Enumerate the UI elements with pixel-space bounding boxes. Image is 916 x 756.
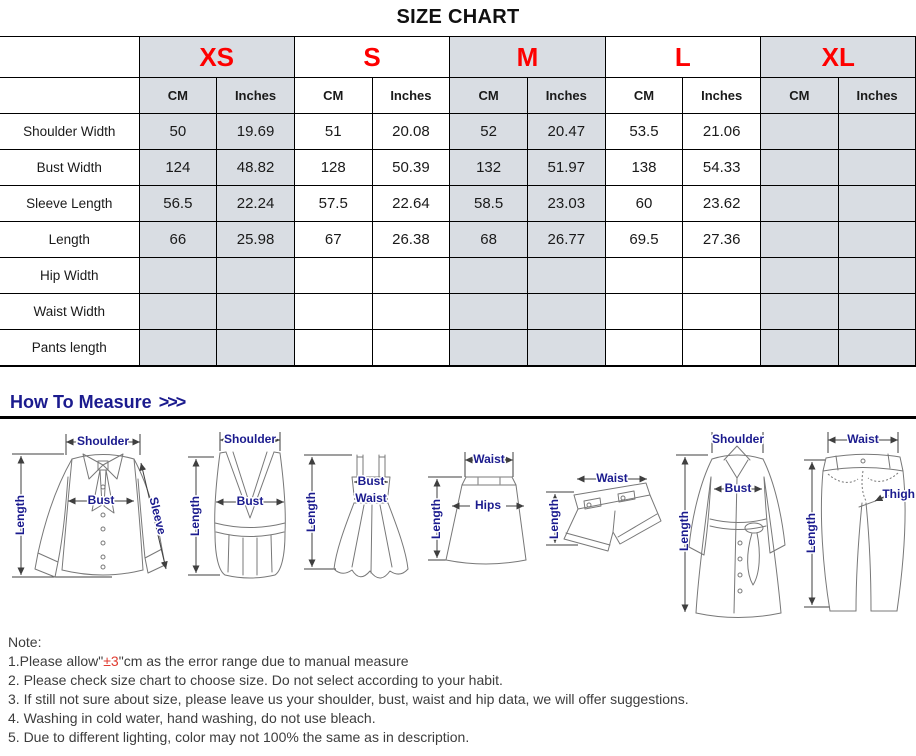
table-row: [0, 294, 916, 330]
unit-header-inches: Inches: [217, 78, 295, 114]
skirt-hips-label: Hips: [474, 498, 502, 513]
unit-blank-cell: [0, 78, 139, 114]
size-value-cell: [683, 330, 761, 367]
size-value-cell: [761, 150, 839, 186]
shorts-waist-label: Waist: [596, 471, 628, 486]
size-value-cell: 66: [139, 222, 217, 258]
notes-heading: Note:: [8, 634, 42, 650]
table-row: [0, 150, 916, 186]
garment-tank-top: [188, 432, 285, 578]
notes-section: [8, 633, 916, 747]
size-value-cell: 132: [450, 150, 528, 186]
size-value-cell: 57.5: [294, 186, 372, 222]
size-value-cell: [605, 330, 683, 367]
table-row: [0, 114, 916, 150]
size-header-s: S: [294, 37, 449, 78]
size-value-cell: [761, 258, 839, 294]
size-value-cell: 51.97: [527, 150, 605, 186]
size-value-cell: [605, 258, 683, 294]
coat-shoulder-label: Shoulder: [711, 432, 765, 447]
size-value-cell: [838, 222, 916, 258]
unit-header-cm: CM: [450, 78, 528, 114]
size-value-cell: 128: [294, 150, 372, 186]
garment-coat: [676, 432, 785, 618]
size-value-cell: 50.39: [372, 150, 450, 186]
row-label: Waist Width: [0, 294, 139, 330]
size-value-cell: [139, 258, 217, 294]
table-row: [0, 186, 916, 222]
size-value-cell: [838, 150, 916, 186]
how-to-measure-header: [10, 392, 916, 414]
size-table: [0, 36, 916, 367]
size-header-l: L: [605, 37, 760, 78]
size-value-cell: 60: [605, 186, 683, 222]
size-value-cell: [527, 294, 605, 330]
garment-blouse: [12, 434, 169, 577]
unit-header-cm: CM: [605, 78, 683, 114]
page-title: SIZE CHART: [396, 6, 520, 28]
row-label: Sleeve Length: [0, 186, 139, 222]
size-value-cell: 69.5: [605, 222, 683, 258]
size-value-cell: 26.77: [527, 222, 605, 258]
size-value-cell: 26.38: [372, 222, 450, 258]
triple-chevron-icon: >>>: [158, 392, 185, 412]
size-value-cell: [294, 258, 372, 294]
size-value-cell: [294, 294, 372, 330]
error-range-value: ±3: [103, 653, 119, 669]
note-1-suffix: "cm as the error range due to manual measure: [118, 653, 409, 669]
row-label: Pants length: [0, 330, 139, 367]
blouse-bust-label: Bust: [87, 493, 115, 508]
size-value-cell: 53.5: [605, 114, 683, 150]
dress-waist-label: Waist: [355, 491, 387, 506]
size-header-xs: XS: [139, 37, 294, 78]
skirt-waist-label: Waist: [473, 452, 505, 467]
dress-length-label: Length: [304, 492, 319, 532]
size-value-cell: [527, 258, 605, 294]
size-value-cell: 52: [450, 114, 528, 150]
note-item-5: 5. Due to different lighting, color may not 100% the same as in description.: [8, 729, 470, 745]
table-row: [0, 258, 916, 294]
size-value-cell: [139, 330, 217, 367]
unit-header-cm: CM: [139, 78, 217, 114]
size-value-cell: 54.33: [683, 150, 761, 186]
size-value-cell: [217, 258, 295, 294]
size-value-cell: 25.98: [217, 222, 295, 258]
size-value-cell: [838, 294, 916, 330]
size-value-cell: [139, 294, 217, 330]
size-value-cell: [217, 330, 295, 367]
size-value-cell: 51: [294, 114, 372, 150]
note-item-4: 4. Washing in cold water, hand washing, do not use bleach.: [8, 710, 376, 726]
unit-header-cm: CM: [761, 78, 839, 114]
measure-diagrams: [0, 419, 916, 629]
size-value-cell: 27.36: [683, 222, 761, 258]
size-value-cell: [838, 330, 916, 367]
garment-skirt: [428, 452, 526, 564]
size-header-m: M: [450, 37, 605, 78]
note-item-3: 3. If still not sure about size, please leave us your shoulder, bust, waist and hip data, we will offer suggestions.: [8, 691, 689, 707]
size-value-cell: 50: [139, 114, 217, 150]
how-to-measure-heading: How To Measure: [10, 392, 152, 412]
size-value-cell: 19.69: [217, 114, 295, 150]
corner-cell: [0, 37, 139, 78]
size-header-xl: XL: [761, 37, 916, 78]
size-value-cell: 48.82: [217, 150, 295, 186]
size-value-cell: 67: [294, 222, 372, 258]
shorts-length-label: Length: [547, 499, 562, 539]
coat-length-label: Length: [677, 511, 692, 551]
size-value-cell: [605, 294, 683, 330]
size-value-cell: [683, 294, 761, 330]
size-value-cell: 20.08: [372, 114, 450, 150]
size-value-cell: [683, 258, 761, 294]
garment-dress: [304, 455, 408, 578]
table-row: [0, 222, 916, 258]
note-1-prefix: 1.Please allow": [8, 653, 104, 669]
row-label: Shoulder Width: [0, 114, 139, 150]
tank-shoulder-label: Shoulder: [223, 432, 277, 447]
size-value-cell: 22.64: [372, 186, 450, 222]
size-value-cell: [372, 258, 450, 294]
unit-header-inches: Inches: [683, 78, 761, 114]
size-value-cell: [450, 294, 528, 330]
tank-bust-label: Bust: [236, 494, 264, 509]
size-value-cell: 138: [605, 150, 683, 186]
size-value-cell: 68: [450, 222, 528, 258]
pants-length-label: Length: [804, 513, 819, 553]
size-value-cell: [372, 294, 450, 330]
unit-header-inches: Inches: [838, 78, 916, 114]
blouse-sleeve-label: Sleeve: [146, 495, 170, 536]
blouse-shoulder-label: Shoulder: [76, 434, 130, 449]
size-value-cell: [294, 330, 372, 367]
size-value-cell: 21.06: [683, 114, 761, 150]
row-label: Length: [0, 222, 139, 258]
size-value-cell: 23.03: [527, 186, 605, 222]
size-value-cell: [217, 294, 295, 330]
size-table-body: [0, 114, 916, 367]
note-item-1: [8, 652, 916, 671]
size-header-row: [0, 37, 916, 78]
blouse-length-label: Length: [13, 495, 28, 535]
size-value-cell: [838, 258, 916, 294]
size-value-cell: [838, 186, 916, 222]
size-value-cell: [527, 330, 605, 367]
size-value-cell: [761, 222, 839, 258]
size-value-cell: 56.5: [139, 186, 217, 222]
size-value-cell: [761, 114, 839, 150]
unit-header-cm: CM: [294, 78, 372, 114]
size-value-cell: [761, 294, 839, 330]
row-label: Hip Width: [0, 258, 139, 294]
size-value-cell: 23.62: [683, 186, 761, 222]
coat-bust-label: Bust: [724, 481, 752, 496]
pants-waist-label: Waist: [847, 432, 879, 447]
garment-pants: [804, 432, 915, 611]
unit-header-inches: Inches: [527, 78, 605, 114]
size-value-cell: 124: [139, 150, 217, 186]
size-value-cell: 20.47: [527, 114, 605, 150]
table-row: [0, 330, 916, 367]
size-value-cell: [761, 186, 839, 222]
size-value-cell: 58.5: [450, 186, 528, 222]
unit-header-inches: Inches: [372, 78, 450, 114]
garment-shorts: [546, 471, 661, 551]
pants-thigh-label: Thigh: [882, 487, 915, 502]
size-value-cell: [838, 114, 916, 150]
size-value-cell: [450, 258, 528, 294]
dress-bust-label: Bust: [357, 474, 385, 489]
size-value-cell: [761, 330, 839, 367]
skirt-length-label: Length: [429, 499, 444, 539]
note-item-2: 2. Please check size chart to choose size. Do not select according to your habit.: [8, 672, 503, 688]
tank-length-label: Length: [188, 496, 203, 536]
row-label: Bust Width: [0, 150, 139, 186]
size-value-cell: [372, 330, 450, 367]
size-value-cell: [450, 330, 528, 367]
unit-header-row: [0, 78, 916, 114]
size-value-cell: 22.24: [217, 186, 295, 222]
